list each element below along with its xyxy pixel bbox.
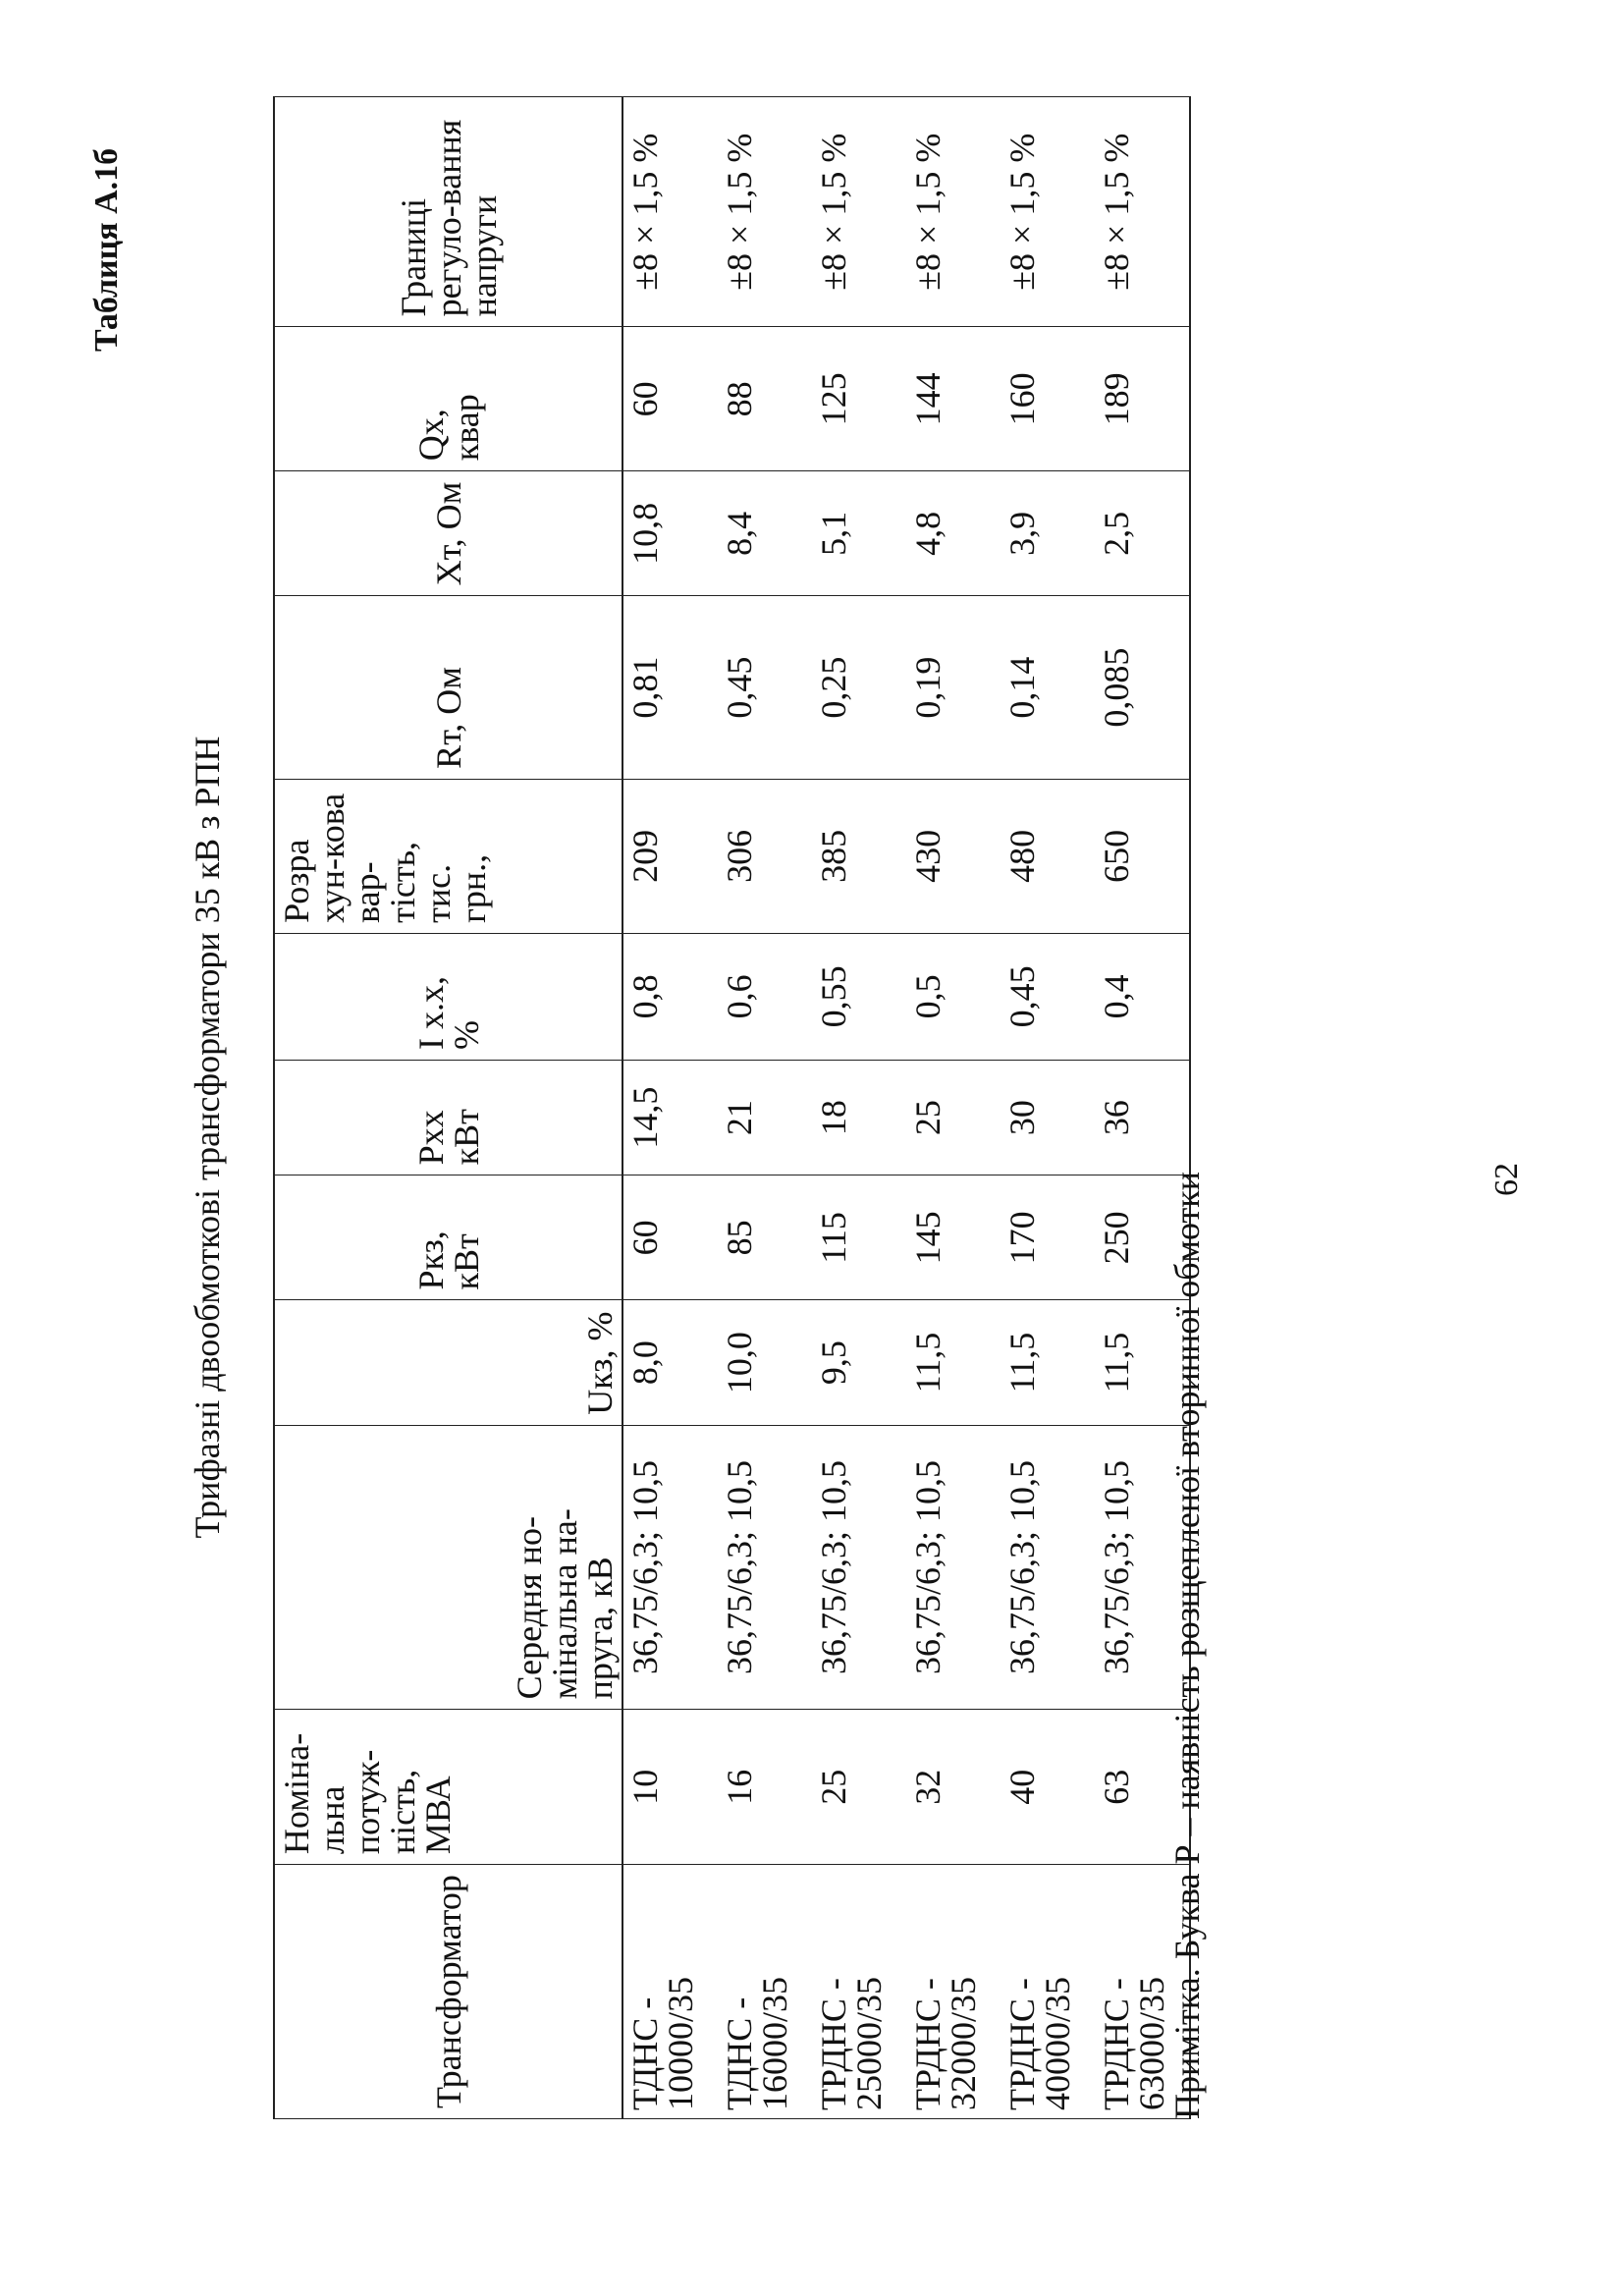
cell-xt: 5,1 xyxy=(812,471,906,596)
cell-cost: 306 xyxy=(718,779,812,933)
cell-uk: 11,5 xyxy=(906,1300,1001,1425)
cell-pxx: 21 xyxy=(718,1060,812,1175)
cell-power: 63 xyxy=(1095,1710,1190,1865)
cell-rt: 0,45 xyxy=(718,596,812,779)
cell-pxx: 18 xyxy=(812,1060,906,1175)
cell-power: 16 xyxy=(718,1710,812,1865)
cell-rt: 0,81 xyxy=(622,596,718,779)
cell-qx: 60 xyxy=(622,327,718,471)
table-row xyxy=(812,97,906,2119)
cell-rt: 0,085 xyxy=(1095,596,1190,779)
cell-pk: 60 xyxy=(622,1175,718,1300)
cell-qx: 125 xyxy=(812,327,906,471)
table-title: Трифазні двообмоткові трансформатори 35 кВ з РПН xyxy=(188,736,227,1539)
cell-cost: 385 xyxy=(812,779,906,933)
cell-qx: 189 xyxy=(1095,327,1190,471)
cell-transformer: ТРДНС - 63000/35 xyxy=(1095,1865,1190,2119)
table-row xyxy=(718,97,812,2119)
cell-uk: 11,5 xyxy=(1001,1300,1095,1425)
page-number: 62 xyxy=(1488,1163,1525,1196)
header-regulation: Границі регуло-вання напруги xyxy=(274,97,622,327)
cell-ixx: 0,55 xyxy=(812,933,906,1060)
cell-ixx: 0,45 xyxy=(1001,933,1095,1060)
cell-power: 32 xyxy=(906,1710,1001,1865)
transformers-table xyxy=(273,96,1191,2119)
cell-transformer: ТРДНС - 40000/35 xyxy=(1001,1865,1095,2119)
header-xt: Xт, Ом xyxy=(274,471,622,596)
cell-xt: 4,8 xyxy=(906,471,1001,596)
cell-ixx: 0,5 xyxy=(906,933,1001,1060)
cell-cost: 650 xyxy=(1095,779,1190,933)
cell-uk: 8,0 xyxy=(622,1300,718,1425)
cell-voltage: 36,75/6,3; 10,5 xyxy=(906,1425,1001,1710)
cell-pxx: 14,5 xyxy=(622,1060,718,1175)
cell-uk: 9,5 xyxy=(812,1300,906,1425)
cell-rt: 0,25 xyxy=(812,596,906,779)
cell-transformer: ТРДНС - 25000/35 xyxy=(812,1865,906,2119)
cell-ixx: 0,4 xyxy=(1095,933,1190,1060)
cell-cost: 209 xyxy=(622,779,718,933)
cell-rt: 0,19 xyxy=(906,596,1001,779)
cell-uk: 11,5 xyxy=(1095,1300,1190,1425)
cell-pxx: 30 xyxy=(1001,1060,1095,1175)
cell-pxx: 25 xyxy=(906,1060,1001,1175)
cell-qx: 88 xyxy=(718,327,812,471)
cell-regulation: ±8 × 1,5 % xyxy=(718,97,812,327)
cell-pk: 170 xyxy=(1001,1175,1095,1300)
cell-voltage: 36,75/6,3; 10,5 xyxy=(1095,1425,1190,1710)
header-voltage: Середня но-мінальна на-пруга, кВ xyxy=(274,1425,622,1710)
cell-ixx: 0,6 xyxy=(718,933,812,1060)
table-row xyxy=(622,97,718,2119)
cell-cost: 430 xyxy=(906,779,1001,933)
cell-pk: 145 xyxy=(906,1175,1001,1300)
header-pxx: Pхх кВт xyxy=(274,1060,622,1175)
cell-pk: 250 xyxy=(1095,1175,1190,1300)
cell-power: 40 xyxy=(1001,1710,1095,1865)
cell-regulation: ±8 × 1,5 % xyxy=(1001,97,1095,327)
table-note: Примітка. Буква Р – наявність розщепленої вторинної обмотки xyxy=(1167,1171,1207,2119)
cell-voltage: 36,75/6,3; 10,5 xyxy=(812,1425,906,1710)
cell-voltage: 36,75/6,3; 10,5 xyxy=(1001,1425,1095,1710)
cell-power: 10 xyxy=(622,1710,718,1865)
cell-transformer: ТДНС - 10000/35 xyxy=(622,1865,718,2119)
table-row xyxy=(1001,97,1095,2119)
cell-voltage: 36,75/6,3; 10,5 xyxy=(622,1425,718,1710)
cell-pxx: 36 xyxy=(1095,1060,1190,1175)
table-header-row xyxy=(274,97,622,2119)
cell-power: 25 xyxy=(812,1710,906,1865)
cell-regulation: ±8 × 1,5 % xyxy=(1095,97,1190,327)
cell-transformer: ТДНС - 16000/35 xyxy=(718,1865,812,2119)
cell-pk: 115 xyxy=(812,1175,906,1300)
cell-transformer: ТРДНС - 32000/35 xyxy=(906,1865,1001,2119)
cell-uk: 10,0 xyxy=(718,1300,812,1425)
cell-xt: 3,9 xyxy=(1001,471,1095,596)
cell-xt: 8,4 xyxy=(718,471,812,596)
header-pk: Pкз, кВт xyxy=(274,1175,622,1300)
table-label: Таблиця А.1б xyxy=(88,147,125,352)
header-ixx: I х.х, % xyxy=(274,933,622,1060)
cell-xt: 10,8 xyxy=(622,471,718,596)
cell-rt: 0,14 xyxy=(1001,596,1095,779)
cell-cost: 480 xyxy=(1001,779,1095,933)
header-uk: Uкз, % xyxy=(274,1300,622,1425)
cell-regulation: ±8 × 1,5 % xyxy=(906,97,1001,327)
cell-regulation: ±8 × 1,5 % xyxy=(622,97,718,327)
cell-ixx: 0,8 xyxy=(622,933,718,1060)
cell-voltage: 36,75/6,3; 10,5 xyxy=(718,1425,812,1710)
cell-pk: 85 xyxy=(718,1175,812,1300)
cell-xt: 2,5 xyxy=(1095,471,1190,596)
cell-regulation: ±8 × 1,5 % xyxy=(812,97,906,327)
header-transformer: Трансформатор xyxy=(274,1865,622,2119)
table-row xyxy=(906,97,1001,2119)
header-nominal-power: Номіна-льна потуж-ність, МВА xyxy=(274,1710,622,1865)
header-cost: Розра хун-кова вар-тість, тис. грн., xyxy=(274,779,622,933)
cell-qx: 144 xyxy=(906,327,1001,471)
header-qx: Qx, квар xyxy=(274,327,622,471)
cell-qx: 160 xyxy=(1001,327,1095,471)
header-rt: Rт, Ом xyxy=(274,596,622,779)
